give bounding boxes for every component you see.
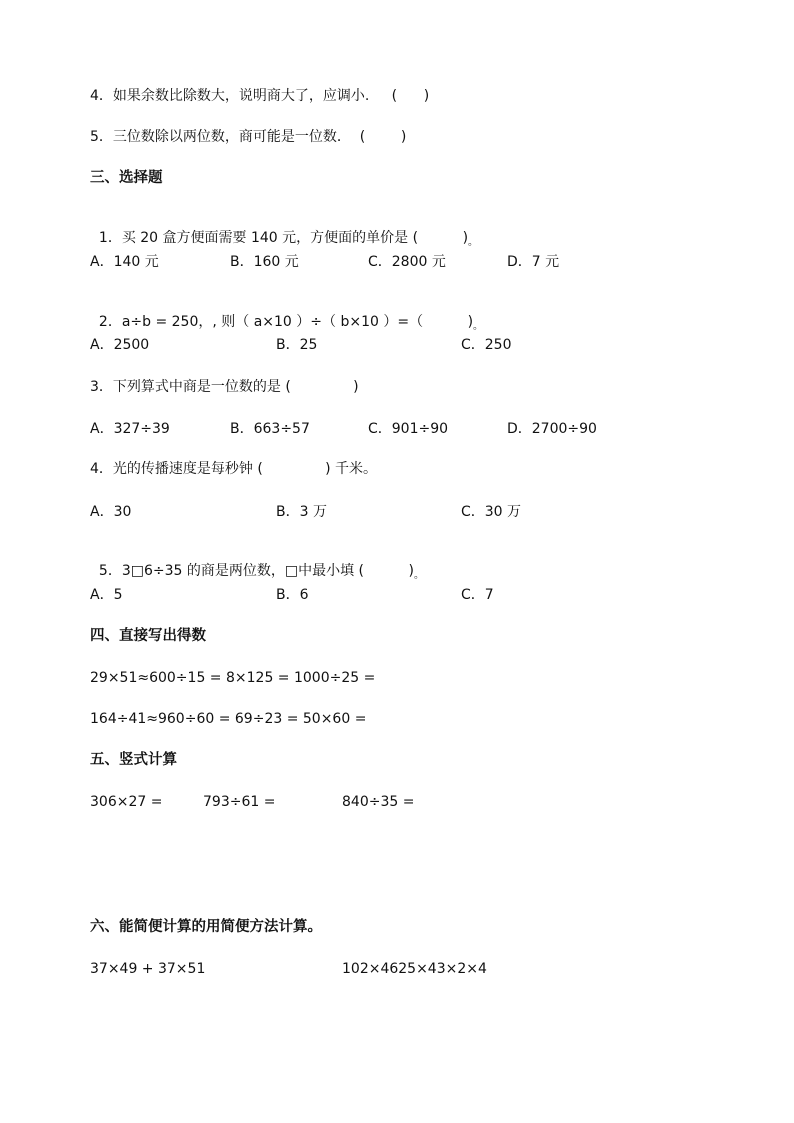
choice-1-option-a: A．140 元	[90, 254, 159, 270]
choice-question-5	[90, 544, 424, 585]
mental-math-row-2: 164÷41≈960÷60 = 69÷23 = 50×60 =	[90, 711, 367, 727]
choice-1-option-b: B．160 元	[230, 254, 299, 270]
vertical-calc-item-2: 793÷61 =	[203, 794, 276, 810]
choice-3-option-a: A．327÷39	[90, 421, 170, 437]
section-5-heading: 五、竖式计算	[90, 752, 177, 768]
choice-question-1-tail: 。	[468, 237, 479, 248]
choice-question-4: 4．光的传播速度是每秒钟 ( ) 千米。	[90, 461, 378, 477]
mental-math-row-1: 29×51≈600÷15 = 8×125 = 1000÷25 =	[90, 670, 376, 686]
simplify-calc-item-2: 102×4625×43×2×4	[342, 961, 487, 977]
choice-question-2	[90, 295, 483, 336]
judge-question-4: 4．如果余数比除数大，说明商大了，应调小. ( )	[90, 88, 430, 104]
simplify-calc-item-1: 37×49 + 37×51	[90, 961, 206, 977]
vertical-calc-item-1: 306×27 =	[90, 794, 163, 810]
choice-1-option-c: C．2800 元	[368, 254, 446, 270]
choice-3-option-b: B．663÷57	[230, 421, 310, 437]
choice-question-3: 3．下列算式中商是一位数的是 ( )	[90, 379, 359, 395]
choice-3-option-d: D．2700÷90	[507, 421, 597, 437]
choice-3-option-c: C．901÷90	[368, 421, 449, 437]
judge-question-5: 5．三位数除以两位数，商可能是一位数． ( )	[90, 129, 407, 145]
choice-question-5-tail: 。	[413, 570, 424, 581]
choice-5-option-a: A．5	[90, 587, 123, 603]
choice-question-2-tail: 。	[473, 321, 484, 332]
choice-question-1	[90, 211, 478, 252]
choice-2-option-a: A．2500	[90, 337, 150, 353]
choice-4-option-b: B．3 万	[276, 504, 327, 520]
choice-5-option-c: C．7	[461, 587, 494, 603]
choice-4-option-c: C．30 万	[461, 504, 522, 520]
choice-2-option-b: B．25	[276, 337, 318, 353]
section-6-heading: 六、能简便计算的用简便方法计算。	[90, 919, 322, 935]
vertical-calc-item-3: 840÷35 =	[342, 794, 415, 810]
choice-2-option-c: C．250	[461, 337, 512, 353]
choice-question-5-stem: 5．3□6÷35 的商是两位数，□中最小填 ( )	[98, 563, 414, 579]
choice-question-1-stem: 1．买 20 盒方便面需要 140 元，方便面的单价是 ( )	[98, 230, 469, 246]
choice-question-2-stem: 2．a÷b = 250，, 则（ a×10 ）÷（ b×10 ）=（ )	[98, 314, 474, 330]
choice-4-option-a: A．30	[90, 504, 132, 520]
section-4-heading: 四、直接写出得数	[90, 628, 206, 644]
choice-1-option-d: D．7 元	[507, 254, 560, 270]
section-3-heading: 三、选择题	[90, 170, 163, 186]
choice-5-option-b: B．6	[276, 587, 309, 603]
